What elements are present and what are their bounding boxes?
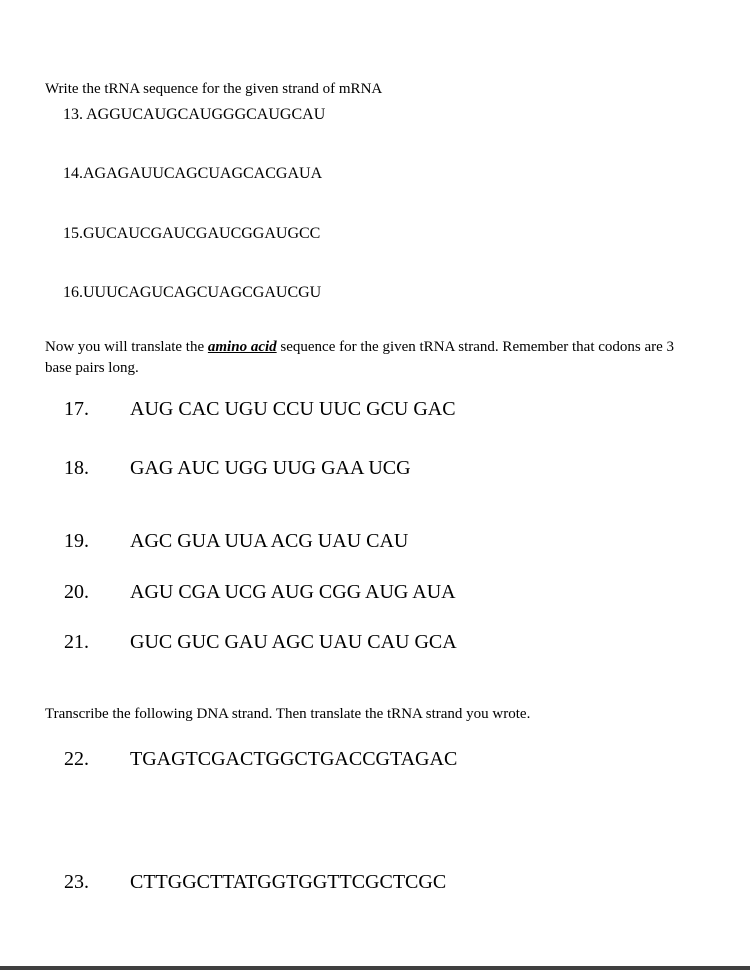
instruction-amino	[45, 337, 693, 378]
trna-item-19	[64, 530, 408, 553]
item-sequence: UUUCAGUCAGCUAGCGAUCGU	[83, 284, 322, 301]
dna-item-23	[64, 871, 446, 894]
item-number: 13.	[63, 106, 87, 123]
item-number: 19.	[64, 530, 89, 552]
mrna-item-16	[63, 283, 321, 302]
item-sequence: GAG AUC UGG UUG GAA UCG	[130, 457, 411, 479]
item-number: 20.	[64, 581, 89, 603]
trna-item-18	[64, 457, 411, 480]
item-number: 23.	[64, 871, 89, 893]
instruction-trna: Write the tRNA sequence for the given strand of mRNA	[45, 81, 383, 97]
page-bottom-edge	[0, 966, 750, 970]
trna-item-20	[64, 581, 456, 604]
item-sequence: AGAGAUUCAGCUAGCACGAUA	[83, 165, 323, 182]
item-sequence: AGC GUA UUA ACG UAU CAU	[130, 530, 409, 552]
item-sequence: GUCAUCGAUCGAUCGGAUGCC	[83, 225, 321, 242]
item-sequence: AUG CAC UGU CCU UUC GCU GAC	[130, 398, 456, 420]
item-number: 22.	[64, 748, 89, 770]
item-sequence: TGAGTCGACTGGCTGACCGTAGAC	[130, 748, 458, 770]
item-number: 15.	[63, 225, 83, 242]
mrna-item-14	[63, 164, 322, 183]
mrna-item-13	[63, 105, 325, 124]
intro-text-before: Now you will translate the	[45, 339, 208, 355]
item-sequence: CTTGGCTTATGGTGGTTCGCTCGC	[130, 871, 447, 893]
dna-item-22	[64, 748, 457, 771]
instruction-dna: Transcribe the following DNA strand. Then translate the tRNA strand you wrote.	[45, 706, 531, 722]
item-sequence: GUC GUC GAU AGC UAU CAU GCA	[130, 631, 457, 653]
item-number: 21.	[64, 631, 89, 653]
trna-item-21	[64, 631, 457, 654]
item-sequence: AGU CGA UCG AUG CGG AUG AUA	[130, 581, 456, 603]
mrna-item-15	[63, 224, 320, 243]
item-number: 14.	[63, 165, 83, 182]
item-number: 17.	[64, 398, 89, 420]
item-number: 18.	[64, 457, 89, 479]
item-number: 16.	[63, 284, 83, 301]
intro-text-after: sequence for the given tRNA strand. Remember that codons are 3 base pairs long.	[45, 339, 675, 376]
intro-emphasis: amino acid	[207, 339, 277, 355]
trna-item-17	[64, 398, 456, 421]
item-sequence: AGGUCAUGCAUGGGCAUGCAU	[86, 106, 326, 123]
